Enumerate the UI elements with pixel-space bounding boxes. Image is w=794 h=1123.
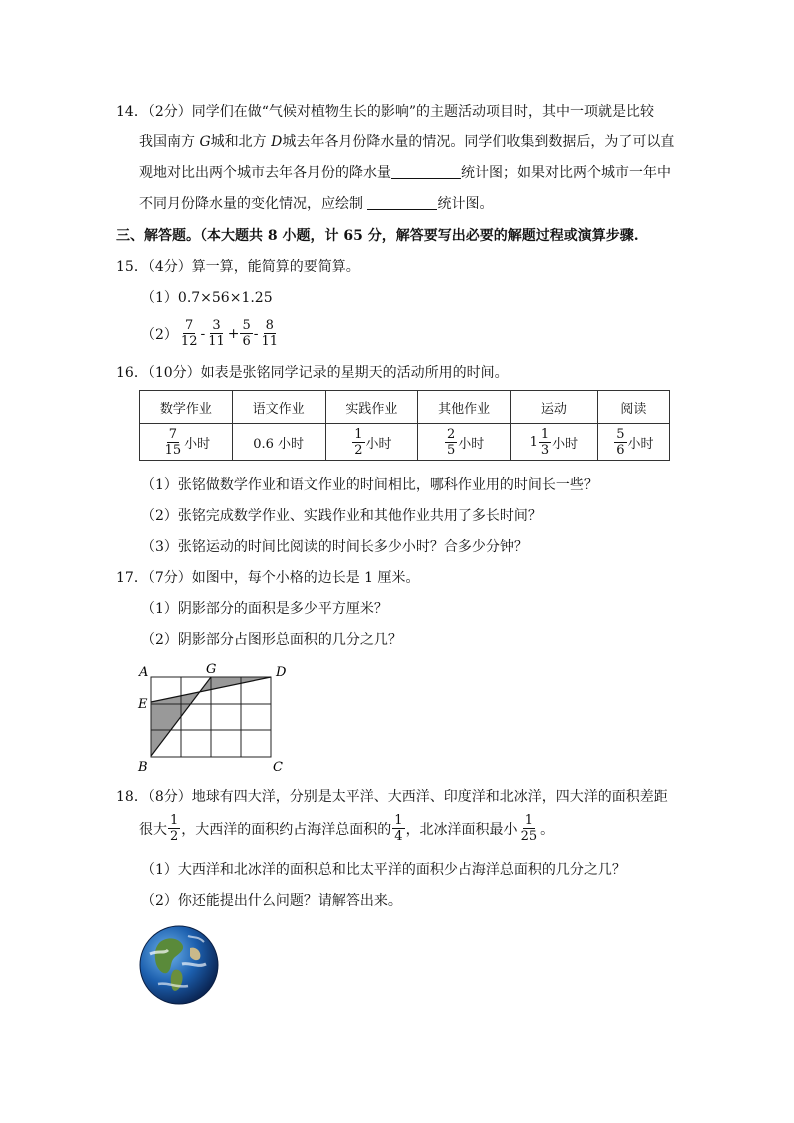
q14-line-4: 不同月份降水量的变化情况，应绘制 统计图。 — [139, 196, 494, 212]
q14-line-1: 14．（2分）同学们在做“气候对植物生长的影响”的主题活动项目时，其中一项就是比较 — [116, 104, 655, 120]
section-3-heading: 三、解答题。（本大题共 8 小题，计 65 分，解答要写出必要的解题过程或演算步骤. — [116, 228, 639, 244]
table-cell: 0.6 小时 — [232, 424, 325, 461]
fraction: $\frac{1}{2}$ — [170, 813, 179, 844]
fraction: $\frac{8}{11}$ — [261, 318, 279, 349]
table-cell: 1 $\frac{1}{3}$ 小时 — [511, 424, 598, 461]
table-header-cell: 实践作业 — [325, 391, 418, 424]
fraction: $\frac{7}{12}$ — [180, 318, 198, 349]
q16-title: 16．（10分）如表是张铭同学记录的星期天的活动所用的时间。 — [116, 365, 509, 381]
table-cell: $\frac{1}{2}$ 小时 — [325, 424, 418, 461]
table-header-cell: 语文作业 — [232, 391, 325, 424]
answer-blank-1[interactable] — [391, 164, 461, 179]
table-cell: $\frac{5}{6}$ 小时 — [597, 424, 669, 461]
label-g: G — [206, 662, 217, 677]
answer-blank-2[interactable] — [367, 195, 437, 210]
fraction: $\frac{3}{11}$ — [208, 318, 225, 349]
q17-sub-2: （2）阴影部分占图形总面积的几分之几？ — [141, 632, 402, 648]
table-cell: $\frac{7}{15}$ 小时 — [140, 424, 233, 461]
q18-sub-2: （2）你还能提出什么问题？请解答出来。 — [141, 893, 402, 909]
earth-image — [138, 924, 220, 1006]
table-cell: $\frac{2}{5}$ 小时 — [418, 424, 511, 461]
table-header-cell: 阅读 — [597, 391, 669, 424]
q18-sub-1: （1）大西洋和北冰洋的面积总和比太平洋的面积少占海洋总面积的几分之几？ — [141, 862, 626, 878]
fraction: $\frac{1}{25}$ — [520, 813, 538, 844]
table-header-cell: 数学作业 — [140, 391, 233, 424]
label-c: C — [273, 760, 283, 775]
q16-sub-2: （2）张铭完成数学作业、实践作业和其他作业共用了多长时间？ — [141, 508, 542, 524]
label-b: B — [138, 760, 148, 775]
label-a: A — [139, 665, 149, 680]
label-e: E — [138, 697, 148, 712]
q17-sub-1: （1）阴影部分的面积是多少平方厘米？ — [141, 601, 388, 617]
q16-sub-3: （3）张铭运动的时间比阅读的时间长多少小时？合多少分钟？ — [141, 539, 528, 555]
q16-sub-1: （1）张铭做数学作业和语文作业的时间相比，哪科作业用的时间长一些？ — [141, 477, 598, 493]
q15-title: 15．（4分）算一算，能简算的要简算。 — [116, 259, 360, 275]
table-header-cell: 运动 — [511, 391, 598, 424]
label-d: D — [276, 665, 287, 680]
q14-line-3: 观地对比出两个城市去年各月份的降水量 统计图；如果对比两个城市一年中 — [139, 165, 671, 181]
q14-line-2: 我国南方 G城和北方 D城去年各月份降水量的情况。同学们收集到数据后，为了可以直 — [139, 134, 675, 150]
table-row — [140, 424, 670, 461]
q17-title: 17．（7分）如图中，每个小格的边长是 1 厘米。 — [116, 570, 420, 586]
q18-line-1: 18．（8分）地球有四大洋，分别是太平洋、大西洋、印度洋和北冰洋，四大洋的面积差距 — [116, 789, 668, 805]
grid-figure — [130, 655, 300, 780]
q15-part-2: （2） $\frac{7}{12}$ - $\frac{3}{11}$ + $\frac{5}{6}$ - $\frac{8}{11}$ — [141, 318, 279, 349]
activity-time-table — [139, 390, 670, 461]
q18-line-2: 很大 $\frac{1}{2}$ ，大西洋的面积约占海洋总面积的 $\frac{1}{4}$ ，北冰洋面积最小 $\frac{1}{25}$ 。 — [139, 813, 555, 844]
table-header-row — [140, 391, 670, 424]
table-header-cell: 其他作业 — [418, 391, 511, 424]
q15-part-1: （1）0.7×56×1.25 — [141, 290, 273, 306]
fraction: $\frac{5}{6}$ — [242, 318, 251, 349]
fraction: $\frac{1}{4}$ — [394, 813, 403, 844]
